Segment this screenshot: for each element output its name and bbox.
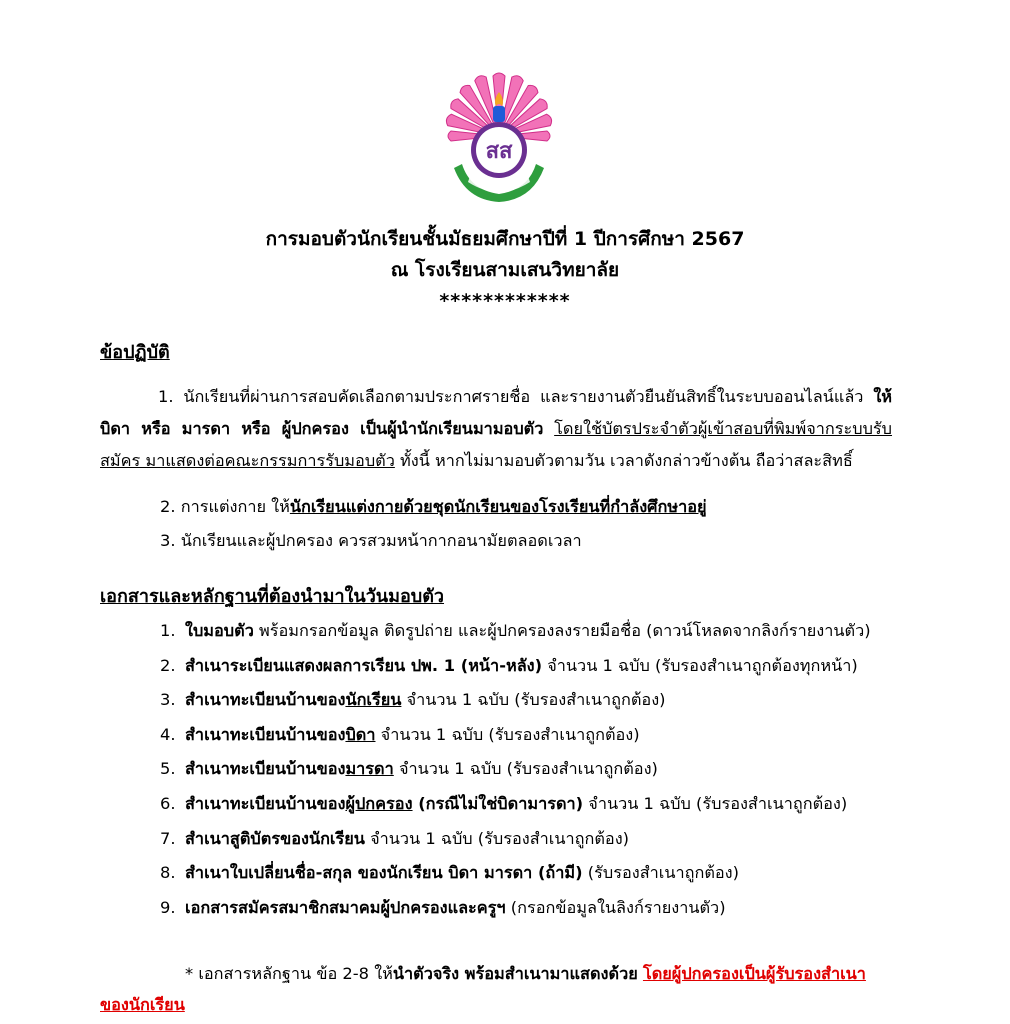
list-item: 6. สำเนาทะเบียนบ้านของผู้ปกครอง (กรณีไม่ใช่บิดามารดา) จำนวน 1 ฉบับ (รับรองสำเนาถูกต้อง) bbox=[160, 793, 848, 813]
emblem-shield-icon bbox=[471, 122, 527, 178]
rule-1-bold: ให้บิดา หรือ มารดา หรือ ผู้ปกครอง เป็นผู้นำนักเรียนมามอบตัว bbox=[100, 387, 892, 438]
rules-heading: ข้อปฏิบัติ bbox=[100, 342, 170, 363]
title-divider: ************ bbox=[439, 290, 571, 312]
list-item: 9. เอกสารสมัครสมาชิกสมาคมผู้ปกครองและครูฯ (กรอกข้อมูลในลิงก์รายงานตัว) bbox=[160, 897, 726, 917]
school-emblem-logo bbox=[440, 72, 558, 204]
list-item: 8. สำเนาใบเปลี่ยนชื่อ-สกุล ของนักเรียน บิดา มารดา (ถ้ามี) (รับรองสำเนาถูกต้อง) bbox=[160, 863, 739, 883]
documents-heading: เอกสารและหลักฐานที่ต้องนำมาในวันมอบตัว bbox=[100, 586, 445, 607]
school-name: ณ โรงเรียนสามเสนวิทยาลัย bbox=[390, 259, 620, 281]
rule-1-text: 1. นักเรียนที่ผ่านการสอบคัดเลือกตามประกาศรายชื่อ และรายงานตัวยืนยันสิทธิ์ในระบบออนไลน์แล้ว bbox=[158, 387, 874, 406]
list-item: 2. สำเนาระเบียนแสดงผลการเรียน ปพ. 1 (หน้า-หลัง) จำนวน 1 ฉบับ (รับรองสำเนาถูกต้องทุกหน้า) bbox=[160, 655, 858, 675]
note-red-text: โดยผู้ปกครองเป็นผู้รับรองสำเนาของนักเรียน bbox=[100, 964, 866, 1014]
documents-list bbox=[160, 616, 920, 927]
rule-item-1 bbox=[100, 381, 892, 477]
list-item: 1. ใบมอบตัว พร้อมกรอกข้อมูล ติดรูปถ่าย และผู้ปกครองลงรายมือชื่อ (ดาวน์โหลดจากลิงก์รายงานตัว) bbox=[160, 621, 871, 640]
svg-text:สส: สส bbox=[485, 139, 513, 164]
rule-2-bold-underline: นักเรียนแต่งกายด้วยชุดนักเรียนของโรงเรียนที่กำลังศึกษาอยู่ bbox=[289, 497, 707, 516]
list-item: 5. สำเนาทะเบียนบ้านของมารดา จำนวน 1 ฉบับ (รับรองสำเนาถูกต้อง) bbox=[160, 759, 658, 779]
list-item: 3. สำเนาทะเบียนบ้านของนักเรียน จำนวน 1 ฉบับ (รับรองสำเนาถูกต้อง) bbox=[160, 690, 666, 710]
rule-item-2 bbox=[160, 491, 900, 523]
list-item: 4. สำเนาทะเบียนบ้านของบิดา จำนวน 1 ฉบับ (รับรองสำเนาถูกต้อง) bbox=[160, 724, 640, 744]
note-text: * เอกสารหลักฐาน ข้อ 2-8 ให้ bbox=[185, 964, 393, 983]
rule-1-underline: โดยใช้บัตรประจำตัวผู้เข้าสอบที่พิมพ์จากระบบรับสมัคร มาแสดงต่อคณะกรรมการรับมอบตัว bbox=[100, 419, 893, 470]
list-item: 7. สำเนาสูติบัตรของนักเรียน จำนวน 1 ฉบับ (รับรองสำเนาถูกต้อง) bbox=[160, 828, 629, 848]
rule-2-text: 2. การแต่งกาย ให้ bbox=[160, 497, 290, 516]
note-bold: นำตัวจริง พร้อมสำเนามาแสดงด้วย bbox=[392, 964, 638, 983]
page-title: การมอบตัวนักเรียนชั้นมัธยมศึกษาปีที่ 1 ปีการศึกษา 2567 bbox=[265, 228, 745, 250]
note-paragraph bbox=[100, 958, 892, 1020]
rule-1-rest: ทั้งนี้ หากไม่มามอบตัวตามวัน เวลาดังกล่าวข้างต้น ถือว่าสละสิทธิ์ bbox=[394, 451, 853, 470]
rule-item-3: 3. นักเรียนและผู้ปกครอง ควรสวมหน้ากากอนามัยตลอดเวลา bbox=[160, 531, 582, 550]
